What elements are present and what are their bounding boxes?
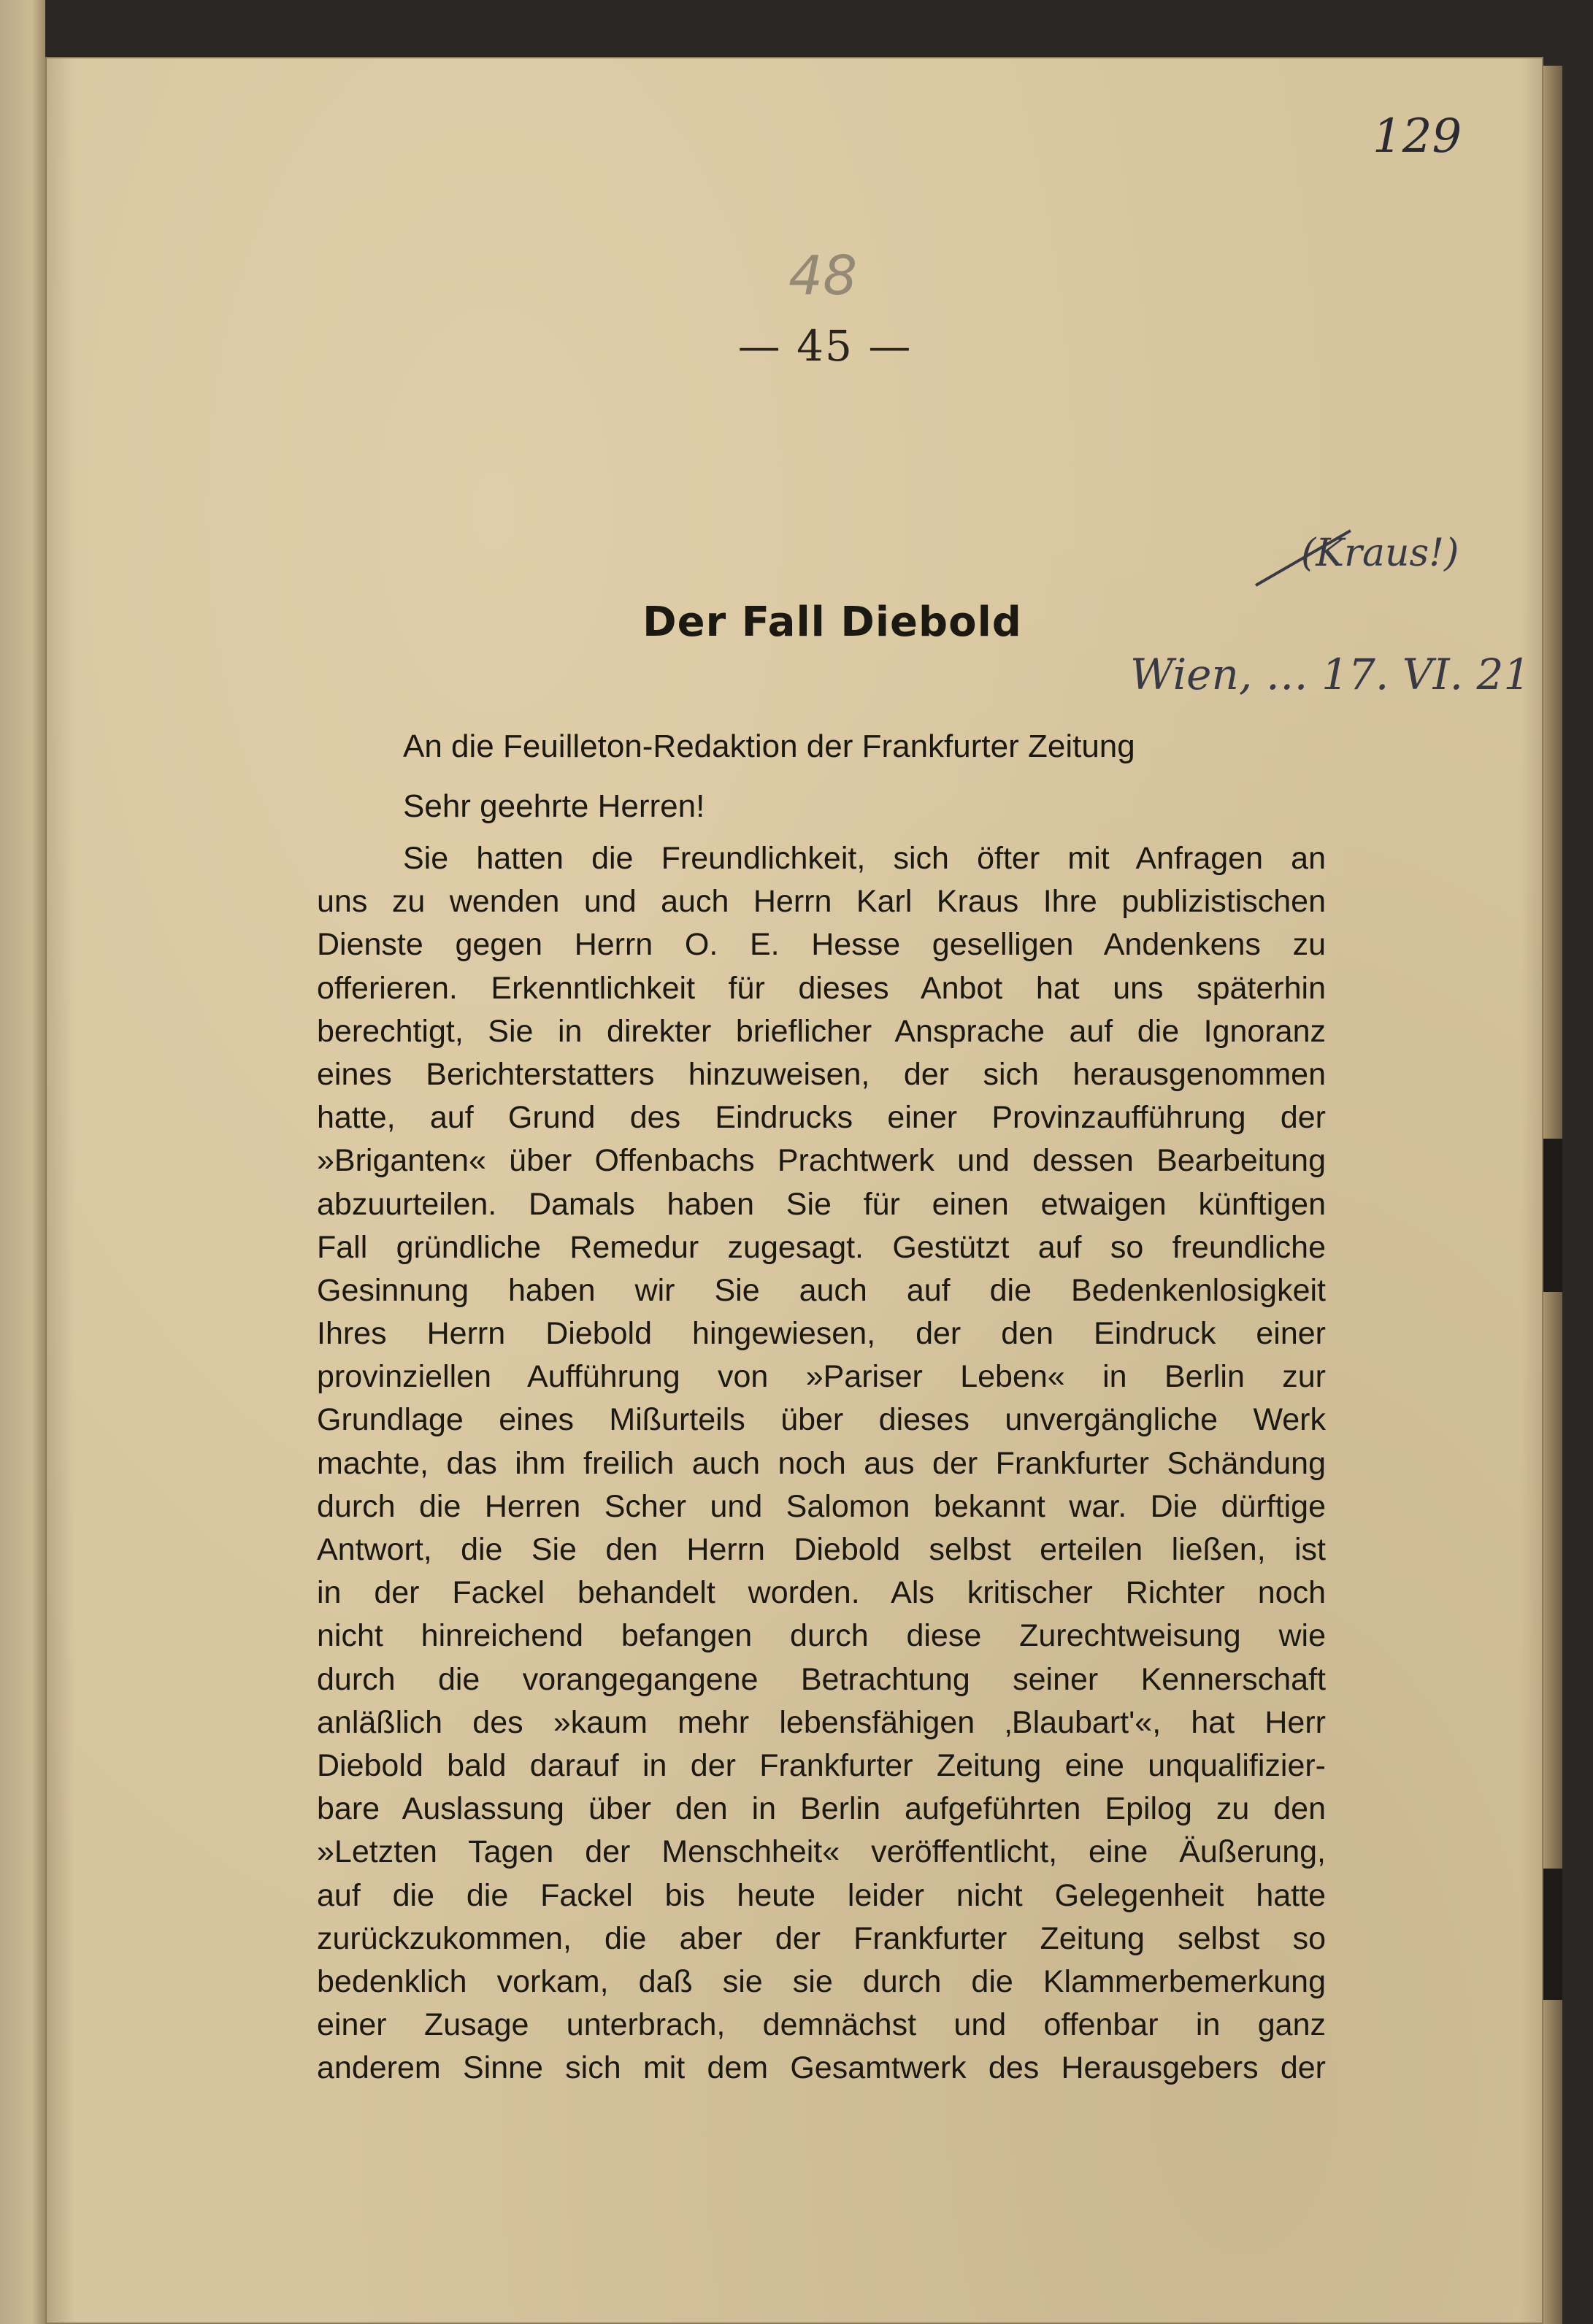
document-title: Der Fall Diebold: [642, 599, 1022, 646]
page-number: — 45 —: [737, 321, 913, 371]
text-line: auf die die Fackel bis heute leider nicht Gelegenheit hatte: [317, 1877, 1326, 1913]
text-line: Dienste gegen Herrn O. E. Hesse geselligen Andenkens zu: [317, 927, 1326, 963]
text-line: abzuurteilen. Damals haben Sie für einen etwaigen künftigen: [317, 1186, 1326, 1222]
text-line: Diebold bald darauf in der Frankfurter Zeitung eine unqualifizier-: [317, 1747, 1326, 1783]
text-line: durch die vorangegangene Betrachtung seiner Kennerschaft: [317, 1661, 1326, 1697]
text-line: einer Zusage unterbrach, demnächst und offenbar in ganz: [317, 2007, 1326, 2043]
text-line: provinziellen Aufführung von »Pariser Leben« in Berlin zur: [317, 1359, 1326, 1395]
text-line: hatte, auf Grund des Eindrucks einer Provinzaufführung der: [317, 1100, 1326, 1136]
text-line: anderem Sinne sich mit dem Gesamtwerk des Herausgebers der: [317, 2050, 1326, 2086]
text-line: bedenklich vorkam, daß sie sie durch die Klammerbemerkung: [317, 1963, 1326, 1999]
binding-tab: [1540, 1139, 1562, 1292]
text-line: durch die Herren Scher und Salomon bekannt war. Die dürftige: [317, 1488, 1326, 1524]
text-line: Antwort, die Sie den Herrn Diebold selbst erteilen ließen, ist: [317, 1532, 1326, 1567]
text-line: uns zu wenden und auch Herrn Karl Kraus Ihre publizistischen: [317, 884, 1326, 920]
letter-salutation: Sehr geehrte Herren!: [403, 788, 705, 824]
text-line: Fall gründliche Remedur zugesagt. Gestützt auf so freundliche: [317, 1229, 1326, 1265]
binding-tab: [1540, 1869, 1562, 2000]
text-line: Ihres Herrn Diebold hingewiesen, der den Eindruck einer: [317, 1316, 1326, 1352]
text-line: Sie hatten die Freundlichkeit, sich öfter mit Anfragen an: [403, 841, 1326, 876]
text-line: anläßlich des »kaum mehr lebensfähigen ‚Blaubart'«, hat Herr: [317, 1704, 1326, 1740]
book-binding: [0, 0, 45, 2324]
text-line: bare Auslassung über den in Berlin aufgeführten Epilog zu den: [317, 1791, 1326, 1827]
text-line: in der Fackel behandelt worden. Als kritischer Richter noch: [317, 1575, 1326, 1611]
handwritten-note: Wien, … 17. VI. 21: [1130, 650, 1531, 699]
letter-address: An die Feuilleton-Redaktion der Frankfurter Zeitung: [403, 728, 1135, 764]
text-line: offerieren. Erkenntlichkeit für dieses Anbot hat uns späterhin: [317, 970, 1326, 1006]
text-line: eines Berichterstatters hinzuweisen, der sich herausgenommen: [317, 1056, 1326, 1092]
text-line: Grundlage eines Mißurteils über dieses unvergängliche Werk: [317, 1402, 1326, 1438]
text-line: Gesinnung haben wir Sie auch auf die Bedenkenlosigkeit: [317, 1272, 1326, 1308]
pencil-page-number: 48: [788, 245, 858, 307]
text-line: »Briganten« über Offenbachs Prachtwerk und dessen Bearbeitung: [317, 1143, 1326, 1179]
text-line: machte, das ihm freilich auch noch aus der Frankfurter Schändung: [317, 1445, 1326, 1481]
archive-folio-number: 129: [1373, 109, 1462, 163]
text-line: »Letzten Tagen der Menschheit« veröffentlicht, eine Äußerung,: [317, 1834, 1326, 1870]
text-line: zurückzukommen, die aber der Frankfurter Zeitung selbst so: [317, 1920, 1326, 1956]
text-line: berechtigt, Sie in direkter brieflicher Ansprache auf die Ignoranz: [317, 1013, 1326, 1049]
text-line: nicht hinreichend befangen durch diese Zurechtweisung wie: [317, 1618, 1326, 1654]
handwritten-note: (Kraus!): [1301, 531, 1459, 575]
body-text: [317, 837, 1326, 2090]
